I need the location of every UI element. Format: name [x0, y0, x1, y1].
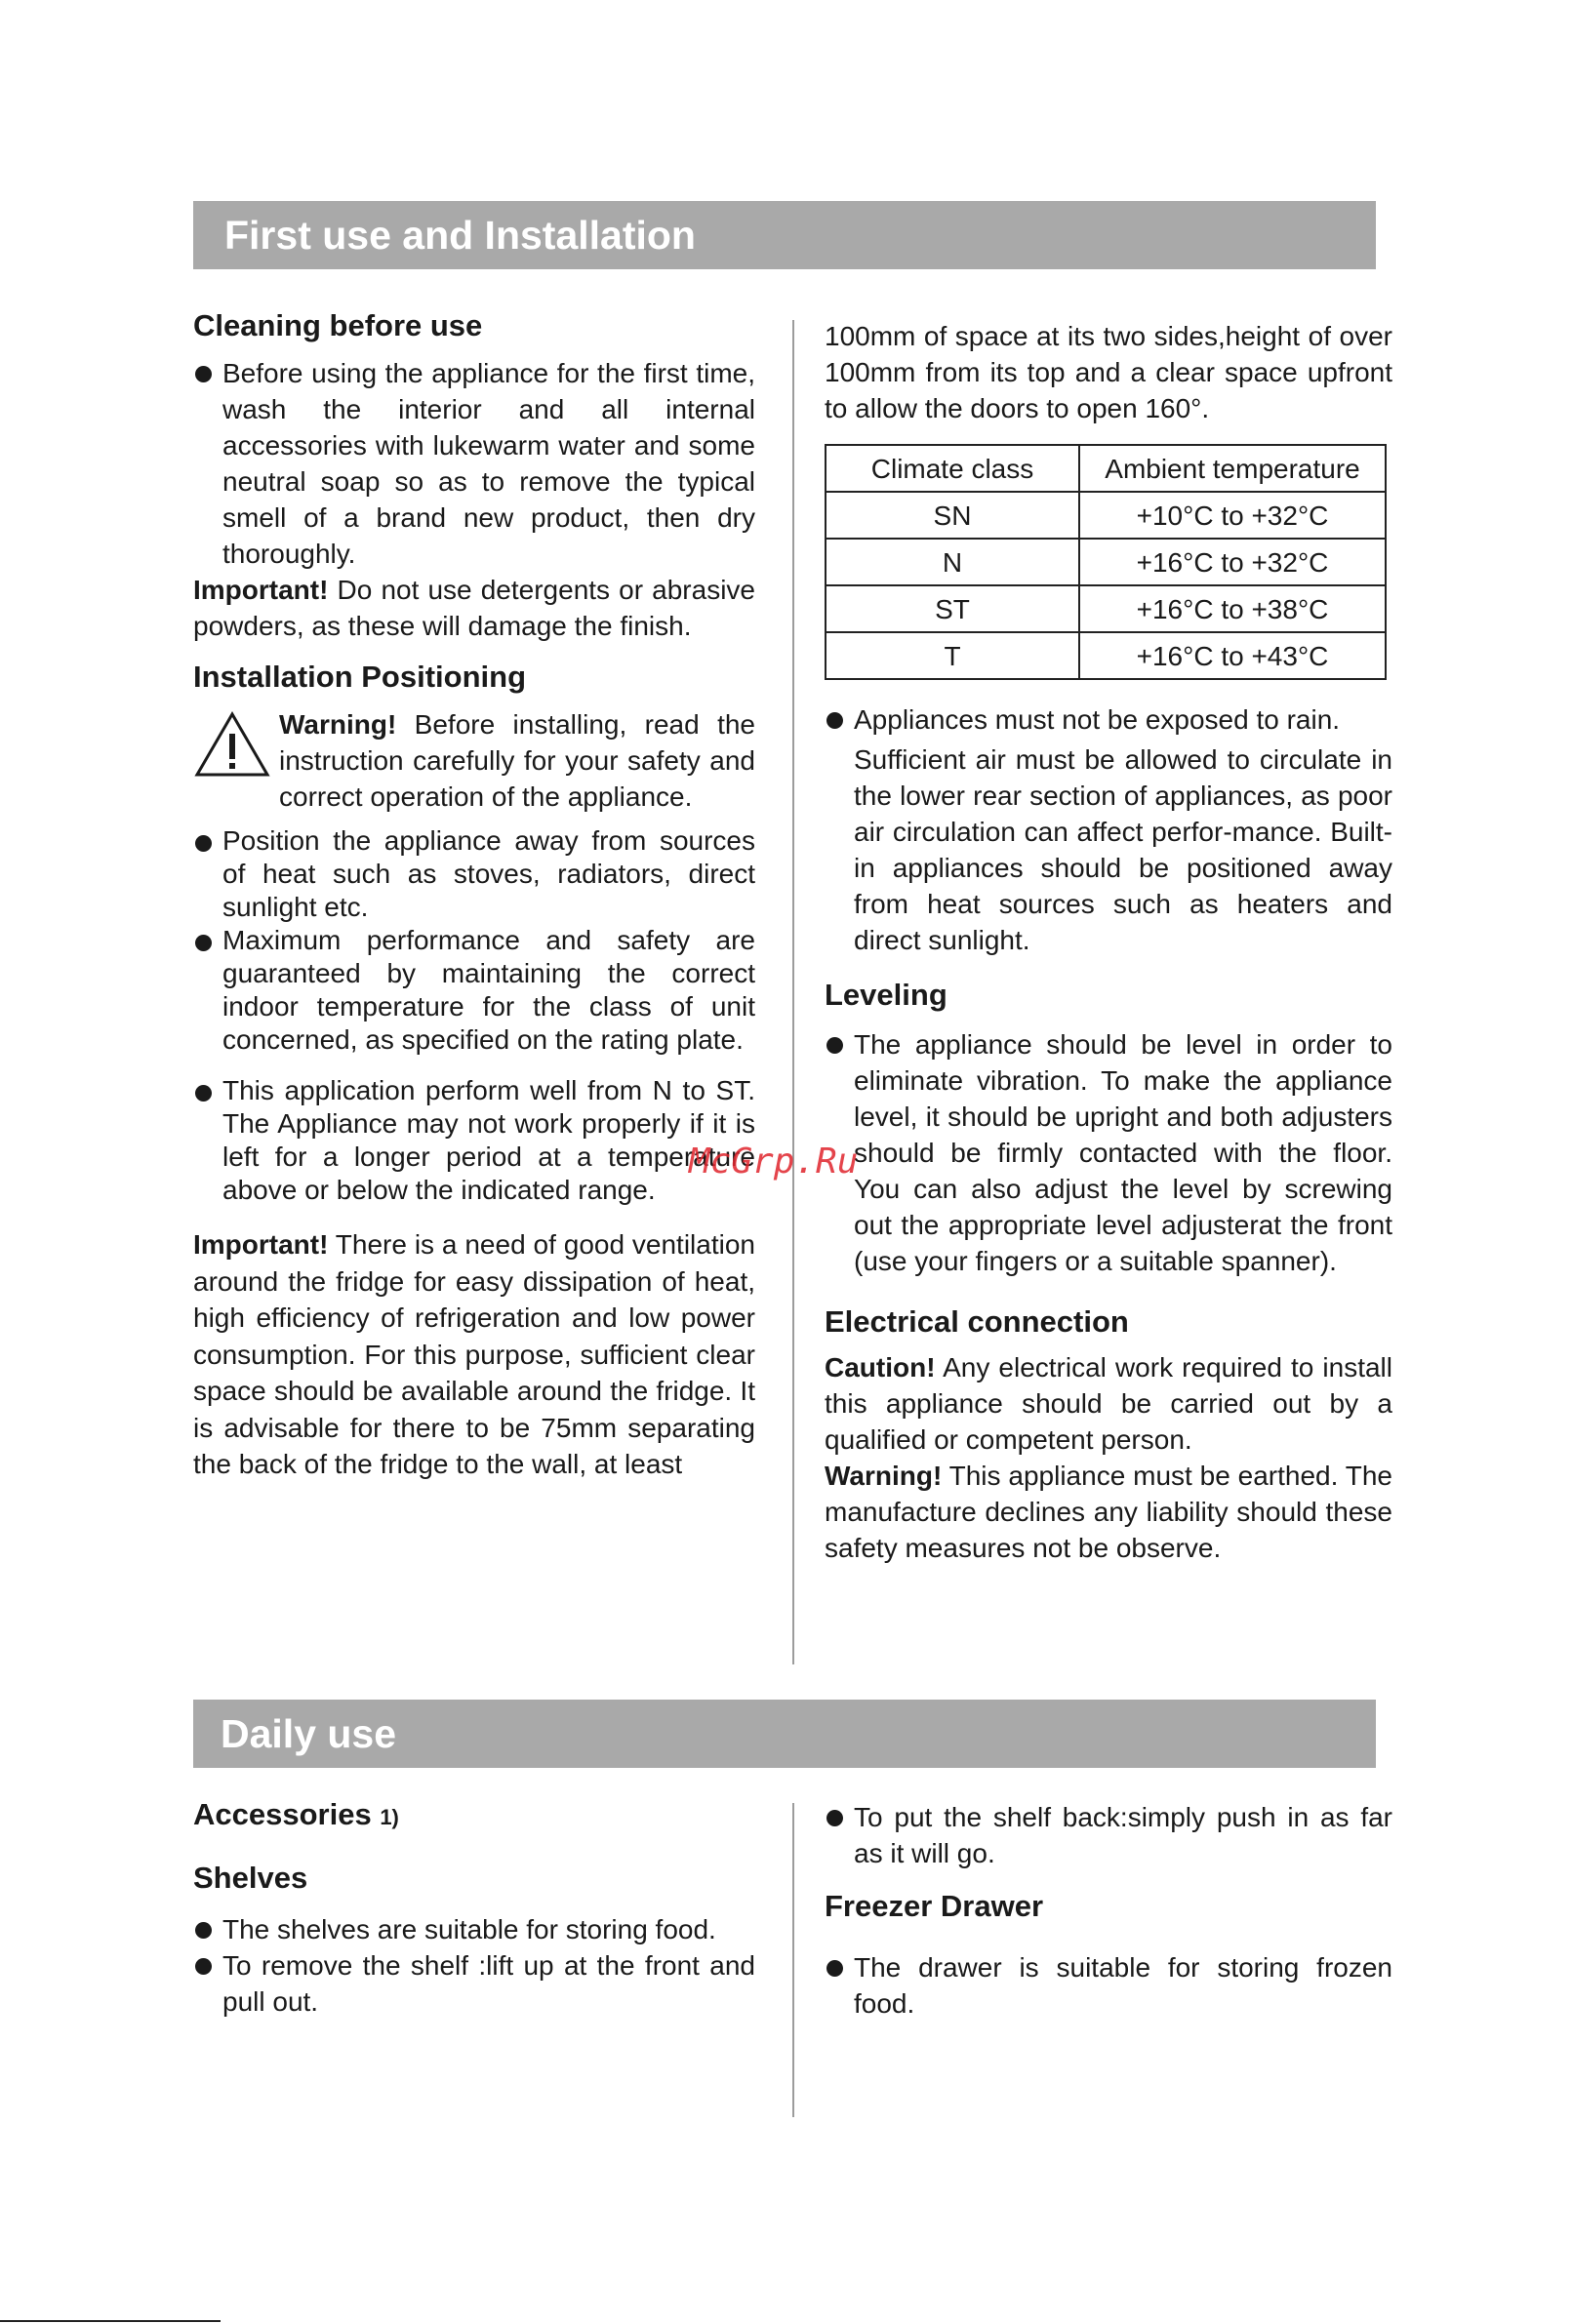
warning-label: Warning!	[279, 709, 397, 740]
accessories-heading-text: Accessories	[193, 1797, 372, 1831]
leveling-bullet: The appliance should be level in order to eliminate vibration. To make the appliance level, it should be upright and both adjusters should be firmly contacted with the floor. You can also adjust the level by screwing out the appropriate level adjusterat the front (use your fingers or a suitable spanner).	[825, 1026, 1392, 1279]
electrical-warning	[825, 1458, 1392, 1566]
table-row	[826, 632, 1386, 679]
warning-text: Before installing, read the instruction carefully for your safety and correct operation of the appliance.	[279, 709, 755, 812]
warning-triangle-icon	[193, 710, 271, 779]
section-title-text: First use and Installation	[224, 213, 696, 258]
table-cell: ST	[826, 585, 1079, 632]
important-text: Do not use detergents or abrasive powders, as these will damage the finish.	[193, 575, 755, 641]
accessories-heading	[193, 1795, 755, 1837]
warning-paragraph	[279, 706, 755, 815]
cleaning-important	[193, 572, 755, 644]
column-divider	[792, 320, 794, 1664]
shelves-bullet-storing: The shelves are suitable for storing food.	[193, 1911, 755, 1947]
column-divider	[792, 1803, 794, 2117]
clearance-continuation: 100mm of space at its two sides,height of over 100mm from its top and a clear space upfront to allow the doors to open 160°.	[825, 321, 1392, 423]
warning-label: Warning!	[825, 1461, 943, 1491]
warning-text: This appliance must be earthed. The manufacture declines any liability should these safety measures not be observe.	[825, 1461, 1392, 1563]
important-label: Important!	[193, 1229, 329, 1260]
table-header: Climate class	[826, 445, 1079, 492]
section-title-text: Daily use	[221, 1711, 397, 1756]
shelves-bullet-remove: To remove the shelf :lift up at the front and pull out.	[193, 1947, 755, 2020]
cleaning-heading: Cleaning before use	[193, 308, 483, 342]
installation-heading: Installation Positioning	[193, 660, 526, 694]
section-title-first-use	[193, 201, 1376, 269]
installation-warning	[193, 706, 755, 815]
freezer-list	[825, 1949, 1392, 2022]
shelves-heading: Shelves	[193, 1861, 308, 1895]
installation-bullet-range: This application perform well from N to ST. The Appliance may not work properly if it is left for a longer period at a temperature above or below the indicated range.	[193, 1074, 755, 1207]
caution-label: Caution!	[825, 1352, 936, 1382]
ventilation-important	[193, 1226, 755, 1483]
table-cell: T	[826, 632, 1079, 679]
installation-bullet-heat: Position the appliance away from sources of heat such as stoves, radiators, direct sunlight etc.	[193, 824, 755, 924]
table-cell: +16°C to +32°C	[1079, 539, 1386, 585]
rain-list	[825, 701, 1392, 738]
table-header: Ambient temperature	[1079, 445, 1386, 492]
watermark: McGrp.Ru	[689, 1142, 859, 1182]
shelf-back-bullet: To put the shelf back:simply push in as far as it will go.	[825, 1799, 1392, 1871]
table-row	[826, 539, 1386, 585]
first-use-right-column	[825, 318, 1392, 1566]
table-cell: +16°C to +38°C	[1079, 585, 1386, 632]
important-text: There is a need of good ventilation around the fridge for easy dissipation of heat, high efficiency of refrigeration and low power consumption. For this purpose, sufficient clear space should be available around the fridge. It is advisable for there to be 75mm separating the back of the fridge to the wall, at least	[193, 1229, 755, 1479]
rain-bullet: Appliances must not be exposed to rain.	[825, 701, 1392, 738]
table-cell: N	[826, 539, 1079, 585]
shelf-back-list	[825, 1799, 1392, 1871]
footnote-marker: 1)	[380, 1805, 399, 1829]
leveling-list	[825, 1026, 1392, 1279]
daily-use-right-column	[825, 1799, 1392, 2022]
table-cell: SN	[826, 492, 1079, 539]
installation-list	[193, 824, 755, 1207]
freezer-bullet: The drawer is suitable for storing frozen food.	[825, 1949, 1392, 2022]
electrical-caution	[825, 1349, 1392, 1458]
caution-text: Any electrical work required to install this appliance should be carried out by a qualified or competent person.	[825, 1352, 1392, 1455]
air-circulation-text: Sufficient air must be allowed to circulate in the lower rear section of appliances, as poor air circulation can affect perfor-mance. Built-in appliances should be positioned away from heat sources such as heaters and direct sunlight.	[854, 744, 1392, 955]
table-row	[826, 585, 1386, 632]
page-corner-rule	[0, 2320, 221, 2322]
first-use-left-column	[193, 306, 755, 1483]
electrical-heading: Electrical connection	[825, 1304, 1129, 1339]
table-cell: +16°C to +43°C	[1079, 632, 1386, 679]
cleaning-list	[193, 355, 755, 572]
climate-class-table	[825, 444, 1387, 680]
shelves-list	[193, 1911, 755, 2020]
table-cell: +10°C to +32°C	[1079, 492, 1386, 539]
leveling-heading: Leveling	[825, 978, 947, 1012]
cleaning-bullet: Before using the appliance for the first time, wash the interior and all internal accessories with lukewarm water and some neutral soap so as to remove the typical smell of a brand new product, then dry thoroughly.	[193, 355, 755, 572]
important-label: Important!	[193, 575, 329, 605]
installation-bullet-performance: Maximum performance and safety are guaranteed by maintaining the correct indoor temperature for the class of unit concerned, as specified on the rating plate.	[193, 924, 755, 1057]
freezer-drawer-heading: Freezer Drawer	[825, 1889, 1044, 1923]
daily-use-left-column	[193, 1795, 755, 2020]
table-header-row	[826, 445, 1386, 492]
section-title-daily-use	[193, 1700, 1376, 1768]
table-row	[826, 492, 1386, 539]
